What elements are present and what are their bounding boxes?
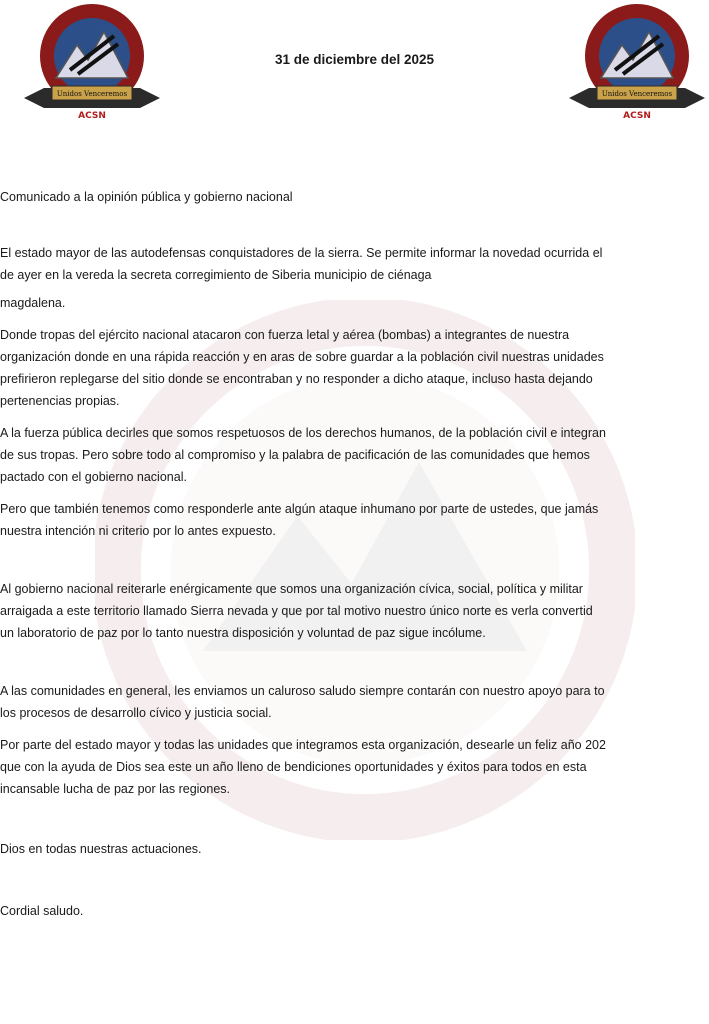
logo-acronym: ACSN bbox=[623, 111, 651, 121]
paragraph-1-cont: magdalena. bbox=[0, 296, 66, 310]
paragraph-line: que con la ayuda de Dios sea este un año lleno de bendiciones oportunidades y éxitos para todos en esta bbox=[0, 760, 587, 774]
paragraph-line: nuestra intención ni criterio por lo antes expuesto. bbox=[0, 524, 276, 538]
paragraph-line: pactado con el gobierno nacional. bbox=[0, 470, 187, 484]
paragraph-line: los procesos de desarrollo cívico y justicia social. bbox=[0, 706, 272, 720]
paragraph-4 bbox=[0, 498, 709, 542]
paragraph-line: Donde tropas del ejército nacional atacaron con fuerza letal y aérea (bombas) a integrantes de nuestra bbox=[0, 328, 570, 342]
logo-ribbon-text: Unidos Venceremos bbox=[56, 90, 128, 98]
paragraph-line: pertenencias propias. bbox=[0, 394, 120, 408]
logo-acronym: ACSN bbox=[78, 111, 106, 121]
paragraph-line: incansable lucha de paz por las regiones. bbox=[0, 782, 231, 796]
paragraph-line: prefirieron replegarse del sitio donde se encontraban y no responder a dicho ataque, incluso hasta dejando bbox=[0, 372, 593, 386]
paragraph-line: de ayer en la vereda la secreta corregimiento de Siberia municipio de ciénaga bbox=[0, 268, 432, 282]
salutation: Comunicado a la opinión pública y gobierno nacional bbox=[0, 190, 293, 204]
paragraph-2 bbox=[0, 324, 709, 412]
paragraph-line: organización donde en una rápida reacción y en aras de sobre guardar a la población civil nuestras unidades bbox=[0, 350, 604, 364]
logo-ribbon-text: Unidos Venceremos bbox=[601, 90, 673, 98]
paragraph-5 bbox=[0, 578, 709, 644]
paragraph-3 bbox=[0, 422, 709, 488]
paragraph-line: Al gobierno nacional reiterarle enérgicamente que somos una organización cívica, social, política y militar bbox=[0, 582, 583, 596]
paragraph-line: El estado mayor de las autodefensas conquistadores de la sierra. Se permite informar la novedad ocurrida el bbox=[0, 246, 603, 260]
paragraph-line: arraigada a este territorio llamado Sierra nevada y que por tal motivo nuestro único norte es verla convertid bbox=[0, 604, 593, 618]
paragraph-line: Pero que también tenemos como responderle ante algún ataque inhumano por parte de ustedes, que jamás bbox=[0, 502, 599, 516]
document-date: 31 de diciembre del 2025 bbox=[274, 52, 435, 67]
paragraph-line: de sus tropas. Pero sobre todo al compromiso y la palabra de pacificación de las comunidades que hemos bbox=[0, 448, 590, 462]
paragraph-1 bbox=[0, 242, 709, 286]
paragraph-line: un laboratorio de paz por lo tanto nuestra disposición y voluntad de paz sigue incólume. bbox=[0, 626, 486, 640]
paragraph-7 bbox=[0, 734, 709, 800]
closing-regards: Cordial saludo. bbox=[0, 904, 84, 918]
paragraph-line: A las comunidades en general, les enviamos un caluroso saludo siempre contarán con nuestro apoyo para to bbox=[0, 684, 605, 698]
closing-blessing: Dios en todas nuestras actuaciones. bbox=[0, 842, 202, 856]
paragraph-line: Por parte del estado mayor y todas las unidades que integramos esta organización, desearle un feliz año 202 bbox=[0, 738, 606, 752]
paragraph-6 bbox=[0, 680, 709, 724]
paragraph-line: A la fuerza pública decirles que somos respetuosos de los derechos humanos, de la población civil e integran bbox=[0, 426, 606, 440]
letter-body bbox=[0, 186, 709, 922]
